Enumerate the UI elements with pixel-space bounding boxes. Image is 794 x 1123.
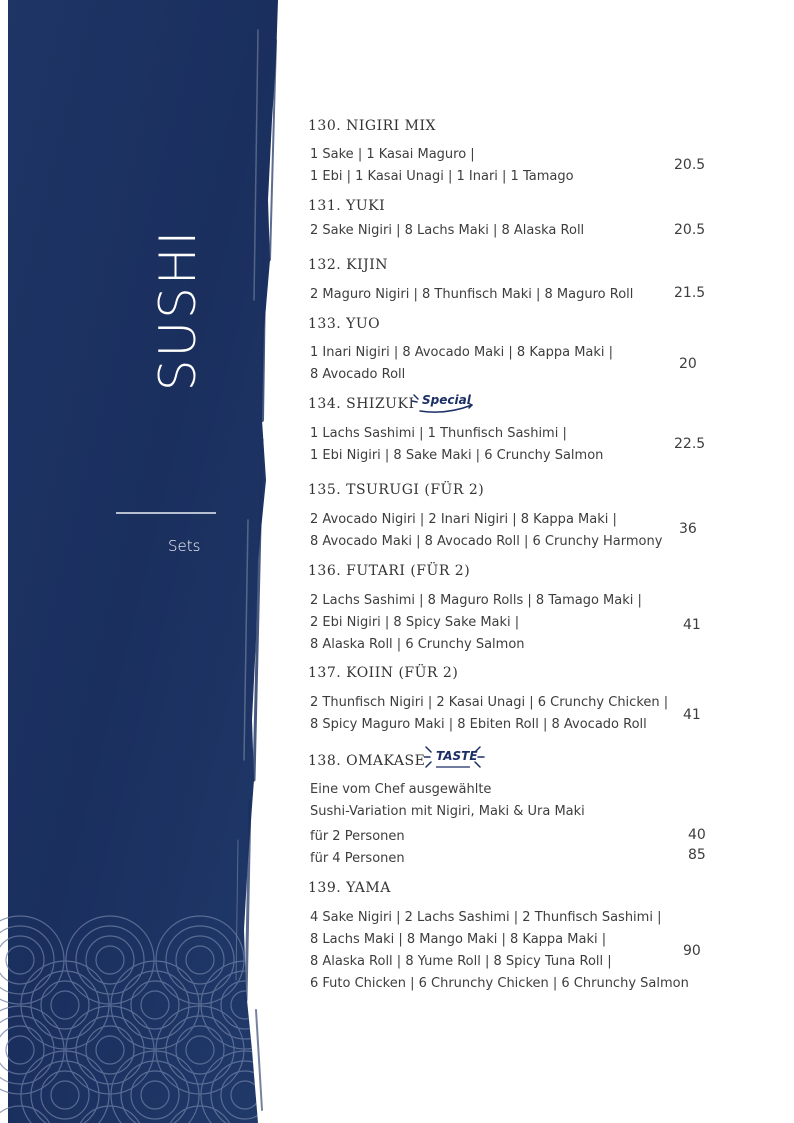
item-desc-line: 8 Alaska Roll | 6 Crunchy Salmon xyxy=(310,637,525,652)
category-label: Sets xyxy=(168,537,201,555)
special-badge xyxy=(418,393,471,407)
item-title: 135. TSURUGI (FÜR 2) xyxy=(308,482,485,498)
item-price: 36 xyxy=(679,521,697,537)
item-desc-line: 2 Ebi Nigiri | 8 Spicy Sake Maki | xyxy=(310,615,520,630)
item-title: 134. SHIZUKI xyxy=(308,396,415,412)
item-desc-line: Sushi-Variation mit Nigiri, Maki & Ura Maki xyxy=(310,804,585,819)
item-desc-line: 1 Ebi | 1 Kasai Unagi | 1 Inari | 1 Tamago xyxy=(310,169,574,184)
item-desc-line: 2 Maguro Nigiri | 8 Thunfisch Maki | 8 Maguro Roll xyxy=(310,287,634,302)
option-price: 85 xyxy=(688,847,706,863)
item-price: 20.5 xyxy=(674,222,706,238)
badge-label: Special xyxy=(422,393,471,407)
section-title: SUSHI xyxy=(149,228,207,392)
item-title: 130. NIGIRI MIX xyxy=(308,118,436,134)
item-desc-line: 8 Spicy Maguro Maki | 8 Ebiten Roll | 8 Avocado Roll xyxy=(310,717,647,732)
option-label: für 2 Personen xyxy=(310,829,405,844)
item-desc-line: Eine vom Chef ausgewählte xyxy=(310,782,492,797)
item-desc-line: 8 Avocado Maki | 8 Avocado Roll | 6 Crunchy Harmony xyxy=(310,534,663,549)
item-price: 20 xyxy=(679,356,697,372)
item-title: 132. KIJIN xyxy=(308,257,389,273)
item-price: 41 xyxy=(683,707,701,723)
badge-label: TASTE xyxy=(436,749,478,763)
item-title: 139. YAMA xyxy=(308,880,391,896)
item-title: 133. YUO xyxy=(308,316,381,332)
item-desc-line: 8 Alaska Roll | 8 Yume Roll | 8 Spicy Tuna Roll | xyxy=(310,954,612,969)
item-price: 41 xyxy=(683,617,701,633)
item-desc-line: 2 Thunfisch Nigiri | 2 Kasai Unagi | 6 Crunchy Chicken | xyxy=(310,695,669,710)
item-desc-line: 2 Avocado Nigiri | 2 Inari Nigiri | 8 Kappa Maki | xyxy=(310,512,617,527)
item-title: 138. OMAKASE xyxy=(308,753,426,769)
item-title: 131. YUKI xyxy=(308,198,386,214)
item-desc-line: 1 Ebi Nigiri | 8 Sake Maki | 6 Crunchy Salmon xyxy=(310,448,604,463)
item-price: 22.5 xyxy=(674,436,706,452)
item-desc-line: 6 Futo Chicken | 6 Chrunchy Chicken | 6 Chrunchy Salmon xyxy=(310,976,689,991)
item-title: 136. FUTARI (FÜR 2) xyxy=(308,563,471,579)
item-price: 90 xyxy=(683,943,701,959)
item-desc-line: 2 Sake Nigiri | 8 Lachs Maki | 8 Alaska Roll xyxy=(310,223,585,238)
item-desc-line: 8 Avocado Roll xyxy=(310,367,406,382)
option-price: 40 xyxy=(688,827,706,843)
item-desc-line: 1 Sake | 1 Kasai Maguro | xyxy=(310,147,475,162)
taste-badge xyxy=(432,749,478,763)
item-desc-line: 1 Lachs Sashimi | 1 Thunfisch Sashimi | xyxy=(310,426,567,441)
item-desc-line: 8 Lachs Maki | 8 Mango Maki | 8 Kappa Maki | xyxy=(310,932,607,947)
option-label: für 4 Personen xyxy=(310,851,405,866)
item-title: 137. KOIIN (FÜR 2) xyxy=(308,665,459,681)
item-desc-line: 4 Sake Nigiri | 2 Lachs Sashimi | 2 Thunfisch Sashimi | xyxy=(310,910,662,925)
item-price: 20.5 xyxy=(674,157,706,173)
item-desc-line: 2 Lachs Sashimi | 8 Maguro Rolls | 8 Tamago Maki | xyxy=(310,593,642,608)
item-price: 21.5 xyxy=(674,285,706,301)
item-desc-line: 1 Inari Nigiri | 8 Avocado Maki | 8 Kappa Maki | xyxy=(310,345,614,360)
